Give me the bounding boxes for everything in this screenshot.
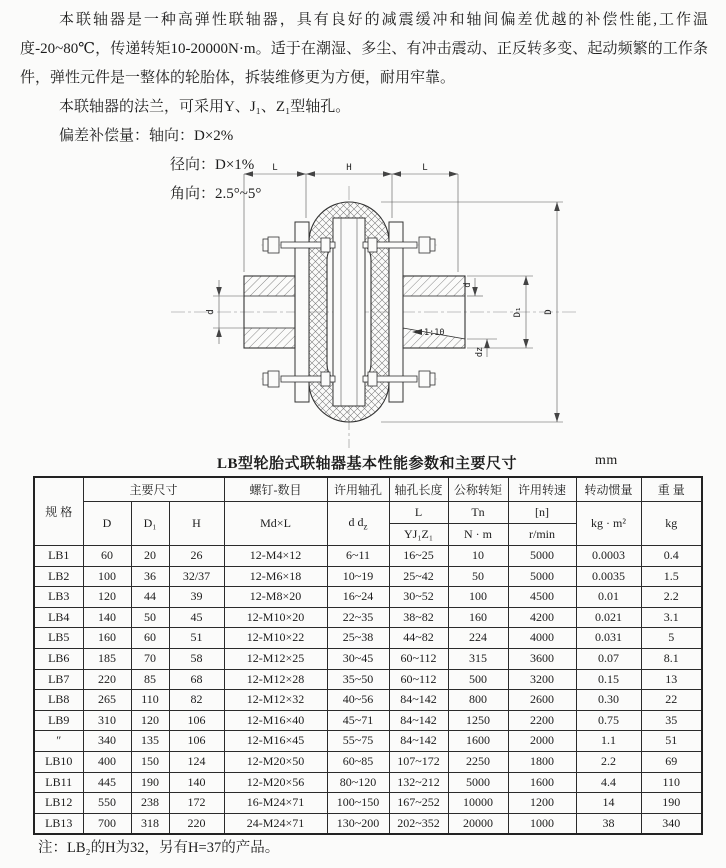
table-cell: 16~24 [327,587,389,608]
col-subheader-L: L [389,502,448,524]
col-subheader-rmin: r/min [508,524,576,546]
table-cell: 85 [131,669,169,690]
table-cell: 110 [641,772,702,793]
table-cell: 2000 [508,731,576,752]
table-cell: 12-M20×50 [224,751,327,772]
table-cell: 185 [83,648,131,669]
table-cell: 1800 [508,751,576,772]
col-subheader-kg: kg [641,502,702,546]
table-cell: 82 [169,690,224,711]
table-cell: LB3 [34,587,83,608]
table-cell: LB9 [34,710,83,731]
table-cell: 84~142 [389,710,448,731]
dim-label-L-left: L [272,163,278,173]
table-cell: 45~71 [327,710,389,731]
table-cell: 22~35 [327,607,389,628]
table-cell: 12-M12×32 [224,690,327,711]
table-cell: 58 [169,648,224,669]
table-row [34,628,702,649]
table-cell: 36 [131,566,169,587]
table-cell: 35 [641,710,702,731]
dim-d-left-arrow-top [216,287,222,296]
table-cell: LB4 [34,607,83,628]
table-cell: 8.1 [641,648,702,669]
table-cell: 51 [641,731,702,752]
table-cell: 12-M20×56 [224,772,327,793]
hub-sleeve-column [333,218,365,406]
table-cell: 10~19 [327,566,389,587]
table-cell: 110 [131,690,169,711]
table-cell: 5000 [508,566,576,587]
table-row [34,731,702,752]
dim-D-arrow-bottom [554,413,560,422]
table-cell: 5000 [508,546,576,567]
table-cell: LB8 [34,690,83,711]
dim-label-D: D [544,309,554,315]
table-cell: 500 [448,669,508,690]
table-cell: 80~120 [327,772,389,793]
col-header-torque: 公称转矩 [448,477,508,502]
table-cell: 20 [131,546,169,567]
table-cell: 44 [131,587,169,608]
table-cell: 800 [448,690,508,711]
left-flange [295,222,309,402]
table-cell: LB13 [34,813,83,834]
col-subheader-n: [n] [508,502,576,524]
table-cell: 124 [169,751,224,772]
table-cell: 39 [169,587,224,608]
table-cell: 140 [83,607,131,628]
table-row [34,813,702,834]
left-shaft-lower-section [244,328,295,348]
table-cell: 220 [169,813,224,834]
table-cell: 84~142 [389,690,448,711]
table-row [34,710,702,731]
table-cell: 44~82 [389,628,448,649]
table-cell: LB7 [34,669,83,690]
table-cell: 84~142 [389,731,448,752]
table-cell: 68 [169,669,224,690]
table-cell: 2.2 [576,751,641,772]
table-cell: LB10 [34,751,83,772]
compensation-axial-line: 偏差补偿量：轴向：D×2% [59,128,234,144]
col-subheader-kgm2: kg · m² [576,502,641,546]
table-cell: 2600 [508,690,576,711]
table-cell: 1.5 [641,566,702,587]
table-cell: 106 [169,731,224,752]
table-cell: 51 [169,628,224,649]
col-subheader-H: H [169,502,224,546]
table-cell: 12-M16×40 [224,710,327,731]
table-cell: 0.4 [641,546,702,567]
table-cell: 1600 [508,772,576,793]
footnote: 注：LB₂的H为32，另有H=37的产品。 [38,840,280,856]
table-cell: 5000 [448,772,508,793]
table-cell: 106 [169,710,224,731]
table-row [34,772,702,793]
col-header-weight: 重 量 [641,477,702,502]
table-cell: 6~11 [327,546,389,567]
table-row [34,546,702,567]
table-cell: 0.0003 [576,546,641,567]
table-cell: 2.2 [641,587,702,608]
dim-label-D1: D₁ [513,306,523,318]
table-row [34,648,702,669]
table-cell: 16-M24×71 [224,793,327,814]
table-cell: 16~25 [389,546,448,567]
table-row [34,669,702,690]
dim-label-d-right: d [463,282,473,288]
table-cell: 100 [448,587,508,608]
table-cell: 0.031 [576,628,641,649]
table-cell: 140 [169,772,224,793]
table-cell: 0.15 [576,669,641,690]
table-cell: 12-M6×18 [224,566,327,587]
table-cell: 315 [448,648,508,669]
table-row [34,607,702,628]
table-cell: 12-M12×25 [224,648,327,669]
table-cell: 160 [83,628,131,649]
table-cell: 12-M16×45 [224,731,327,752]
col-header-bore-length: 轴孔长度 [389,477,448,502]
dim-label-dz: dz [475,346,485,358]
dim-label-H: H [346,163,352,173]
table-cell: 55~75 [327,731,389,752]
table-cell: 100 [83,566,131,587]
table-row [34,566,702,587]
col-header-inertia: 转动惯量 [576,477,641,502]
table-cell: 0.30 [576,690,641,711]
table-cell: 69 [641,751,702,772]
col-header-bore: 许用轴孔 [327,477,389,502]
table-cell: 26 [169,546,224,567]
table-row [34,587,702,608]
table-cell: 60~112 [389,648,448,669]
table-cell: 50 [448,566,508,587]
table-cell: 220 [83,669,131,690]
table-cell: 14 [576,793,641,814]
table-cell: 1000 [508,813,576,834]
col-subheader-MdxL: Md×L [224,502,327,546]
table-cell: 1250 [448,710,508,731]
col-subheader-D: D [83,502,131,546]
table-cell: 135 [131,731,169,752]
table-cell: 2200 [508,710,576,731]
table-cell: 30~45 [327,648,389,669]
table-cell: 0.021 [576,607,641,628]
dim-label-L-right: L [422,163,428,173]
spec-table-body [34,546,702,835]
table-row [34,690,702,711]
table-cell: 24-M24×71 [224,813,327,834]
dim-dz-arrow [484,339,490,348]
table-cell: 2250 [448,751,508,772]
table-cell: 120 [83,587,131,608]
table-cell: 70 [131,648,169,669]
table-cell: LB11 [34,772,83,793]
table-cell: 340 [641,813,702,834]
table-cell: 318 [131,813,169,834]
table-cell: LB2 [34,566,83,587]
table-cell: 150 [131,751,169,772]
coupling-cross-section-drawing [165,160,585,452]
col-subheader-d-dz: d $d_z$ [327,502,389,546]
table-cell: 4.4 [576,772,641,793]
table-title: LB型轮胎式联轴器基本性能参数和主要尺寸 [216,456,517,472]
table-cell: 45 [169,607,224,628]
table-cell: 32/37 [169,566,224,587]
table-cell: 265 [83,690,131,711]
col-subheader-Nm: N · m [448,524,508,546]
table-cell: 38 [576,813,641,834]
col-subheader-YJ1Z1: YJ₁Z₁ [389,524,448,546]
dim-d-left-arrow-bottom [216,328,222,337]
table-cell: 60~85 [327,751,389,772]
table-cell: 190 [641,793,702,814]
table-unit-label: mm [595,453,618,468]
table-cell: 224 [448,628,508,649]
table-row [34,751,702,772]
table-cell: 10000 [448,793,508,814]
table-cell: 120 [131,710,169,731]
table-cell: 40~56 [327,690,389,711]
table-cell: 167~252 [389,793,448,814]
table-cell: LB1 [34,546,83,567]
compensation-angular-line: 角向：2.5°~5° [170,186,262,202]
table-cell: 13 [641,669,702,690]
table-cell: 12-M8×20 [224,587,327,608]
table-cell: 3.1 [641,607,702,628]
table-cell: 12-M10×20 [224,607,327,628]
table-cell: 310 [83,710,131,731]
table-cell: 30~52 [389,587,448,608]
table-cell: 4200 [508,607,576,628]
dim-D1-arrow-bottom [523,339,529,348]
table-cell: 340 [83,731,131,752]
table-cell: 12-M10×22 [224,628,327,649]
table-cell: 190 [131,772,169,793]
table-cell: 202~352 [389,813,448,834]
table-cell: 25~38 [327,628,389,649]
spec-table [33,476,703,835]
table-cell: 5 [641,628,702,649]
table-cell: 50 [131,607,169,628]
table-cell: 172 [169,793,224,814]
col-header-speed: 许用转速 [508,477,576,502]
compensation-radial-line: 径向：D×1% [170,157,255,173]
table-cell: ″ [34,731,83,752]
table-cell: 60~112 [389,669,448,690]
table-cell: 3600 [508,648,576,669]
table-cell: 10 [448,546,508,567]
table-cell: 100~150 [327,793,389,814]
table-cell: 445 [83,772,131,793]
table-cell: LB6 [34,648,83,669]
table-cell: 60 [131,628,169,649]
table-cell: 0.75 [576,710,641,731]
col-header-spec: 规 格 [34,477,83,546]
col-subheader-D1: D₁ [131,502,169,546]
table-cell: 12-M12×28 [224,669,327,690]
intro-paragraph-2: 本联轴器的法兰，可采用Y、J₁、Z₁型轴孔。 [59,99,351,115]
right-flange [389,222,403,402]
table-cell: 107~172 [389,751,448,772]
table-cell: 238 [131,793,169,814]
table-cell: 132~212 [389,772,448,793]
table-cell: 400 [83,751,131,772]
table-cell: LB12 [34,793,83,814]
dim-d-right-arrow [472,287,478,296]
col-header-main-dims: 主要尺寸 [83,477,224,502]
table-cell: 0.07 [576,648,641,669]
table-cell: 1200 [508,793,576,814]
table-cell: 160 [448,607,508,628]
table-cell: 38~82 [389,607,448,628]
table-cell: 130~200 [327,813,389,834]
dim-label-d-left: d [206,309,216,315]
intro-paragraph-1: 本联轴器是一种高弹性联轴器，具有良好的减震缓冲和轴间偏差优越的补偿性能,工作温度-20~80℃，传递转矩10-20000N·m。适于在潮湿、多尘、有冲击震动、正反转多变、起动频繁的工作条件，弹性元件是一整体的轮胎体，拆装维修更为方便，耐用牢靠。 [20,12,708,86]
table-cell: 3200 [508,669,576,690]
table-cell: 700 [83,813,131,834]
right-shaft-upper-section [403,276,465,296]
table-row [34,793,702,814]
table-cell: 22 [641,690,702,711]
table-cell: 1600 [448,731,508,752]
col-subheader-Tn: Tn [448,502,508,524]
table-cell: 4500 [508,587,576,608]
table-cell: 35~50 [327,669,389,690]
table-cell: 20000 [448,813,508,834]
table-cell: 60 [83,546,131,567]
table-cell: 1.1 [576,731,641,752]
dim-D-arrow-top [554,202,560,211]
table-cell: 12-M4×12 [224,546,327,567]
taper-label: 1:10 [424,328,445,338]
table-title-row [33,452,701,473]
table-cell: LB5 [34,628,83,649]
table-cell: 550 [83,793,131,814]
col-header-screws: 螺钉-数目 [224,477,327,502]
left-shaft-upper-section [244,276,295,296]
table-cell: 0.01 [576,587,641,608]
table-cell: 4000 [508,628,576,649]
table-cell: 25~42 [389,566,448,587]
table-cell: 0.0035 [576,566,641,587]
dim-D1-arrow-top [523,276,529,285]
